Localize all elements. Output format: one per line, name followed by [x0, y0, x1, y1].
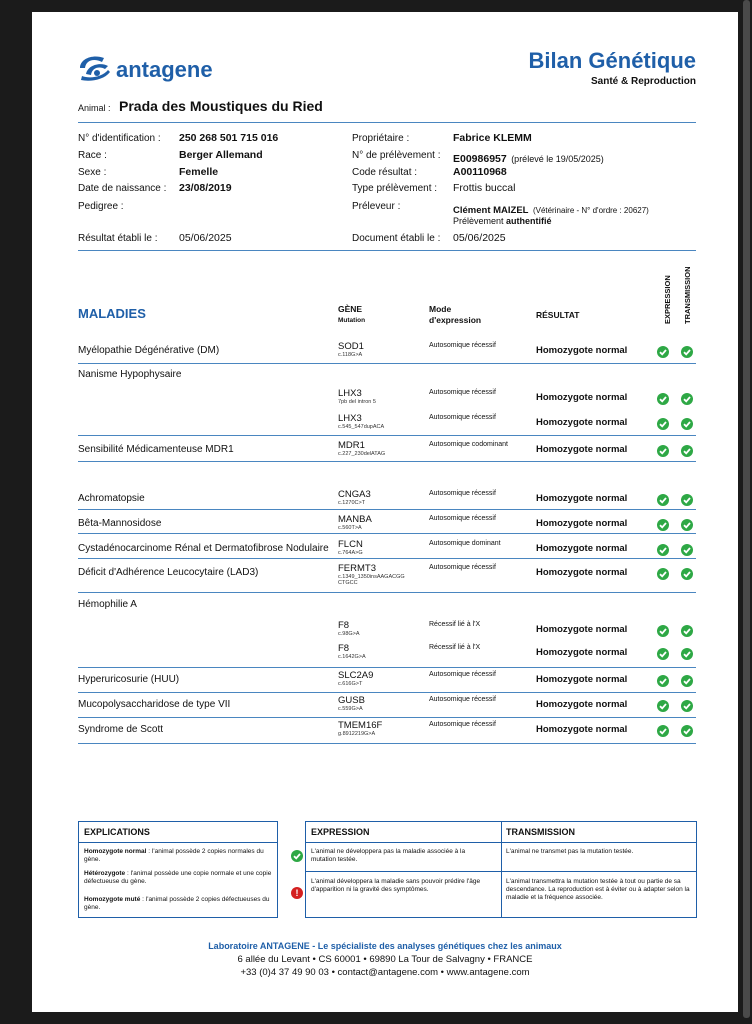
sample-note: (prélevé le 19/05/2025) — [511, 154, 604, 164]
expression-check-icon — [657, 445, 669, 457]
gene-name: LHX3 — [338, 413, 362, 424]
result-value: Homozygote normal — [536, 543, 628, 554]
transmission-check-icon — [681, 544, 693, 556]
expression-mode: Récessif lié à l'X — [429, 621, 481, 628]
animal-name: Prada des Moustiques du Ried — [119, 98, 323, 114]
section-title: MALADIES — [78, 306, 146, 321]
info-label: Pedigree : — [78, 201, 124, 212]
mutation-code: c.1270C>T — [338, 500, 366, 506]
expression-check-icon — [657, 346, 669, 358]
info-label: Date de naissance : — [78, 183, 167, 194]
result-date: 05/06/2025 — [179, 232, 232, 244]
info-label: Race : — [78, 150, 107, 161]
mutation-code: 7pb del intron 5 — [338, 399, 376, 405]
explications-title: EXPLICATIONS — [84, 827, 150, 837]
disease-name: Achromatopsie — [78, 493, 145, 504]
expression-mode: Autosomique codominant — [429, 441, 508, 448]
report-subtitle: Santé & Reproduction — [590, 76, 696, 87]
disease-name: Mucopolysaccharidose de type VII — [78, 699, 231, 710]
result-value: Homozygote normal — [536, 624, 628, 635]
expression-mode: Autosomique récessif — [429, 564, 496, 571]
gene-name: SOD1 — [338, 341, 364, 352]
gene-name: GUSB — [338, 695, 365, 706]
info-label: N° d'identification : — [78, 133, 161, 144]
expression-mode: Récessif lié à l'X — [429, 644, 481, 651]
expression-mode: Autosomique récessif — [429, 515, 496, 522]
gene-name: FERMT3 — [338, 563, 376, 574]
transmission-check-icon — [681, 700, 693, 712]
info-label: Sexe : — [78, 167, 107, 178]
disease-name: Bêta-Mannosidose — [78, 518, 162, 529]
row-divider — [78, 363, 696, 364]
transmission-check-icon — [681, 625, 693, 637]
mutation-code: g.8912219G>A — [338, 731, 376, 737]
disease-name: Nanisme Hypophysaire — [78, 369, 182, 380]
legend-desc: : l'animal possède 2 copies normales du gène. — [84, 848, 264, 863]
result-value: Homozygote normal — [536, 444, 628, 455]
info-value: 250 268 501 715 016 — [179, 132, 279, 144]
result-date-label: Résultat établi le : — [78, 233, 158, 244]
expression-mode: Autosomique récessif — [429, 721, 496, 728]
brand-name: antagene — [116, 57, 213, 82]
row-divider — [78, 592, 696, 593]
result-value: Homozygote normal — [536, 392, 628, 403]
row-divider — [78, 533, 696, 534]
legend-expression-box — [305, 821, 697, 918]
result-value: Homozygote normal — [536, 674, 628, 685]
authentication — [453, 216, 552, 226]
mutation-code: c.545_547dupACA — [338, 424, 385, 430]
result-value: Homozygote normal — [536, 417, 628, 428]
row-divider — [78, 743, 696, 744]
scrollbar-thumb[interactable] — [743, 0, 750, 1018]
trans-ok-text: L'animal ne transmet pas la mutation testée. — [506, 848, 634, 855]
expression-mode: Autosomique récessif — [429, 342, 496, 349]
result-value: Homozygote normal — [536, 647, 628, 658]
legend-desc: : l'animal possède 2 copies défectueuses du gène. — [84, 896, 270, 911]
gene-name: MDR1 — [338, 440, 365, 451]
legend-item — [84, 848, 272, 864]
explications-box — [78, 821, 278, 918]
row-divider — [78, 717, 696, 718]
footer-line-3: +33 (0)4 37 49 90 03 • contact@antagene.com • www.antagene.com — [240, 967, 530, 978]
check-icon — [291, 850, 303, 862]
disease-name: Cystadénocarcinome Rénal et Dermatofibrose Nodulaire — [78, 543, 329, 554]
expression-mode: Autosomique récessif — [429, 414, 496, 421]
result-value: Homozygote normal — [536, 345, 628, 356]
gene-name: F8 — [338, 620, 350, 631]
info-value: Femelle — [179, 166, 219, 178]
expression-mode: Autosomique dominant — [429, 540, 501, 547]
doc-date: 05/06/2025 — [453, 232, 506, 244]
disease-name: Myélopathie Dégénérative (DM) — [78, 345, 220, 356]
code-label: Code résultat : — [352, 167, 418, 178]
expression-check-icon — [657, 393, 669, 405]
info-value: 23/08/2019 — [179, 182, 232, 194]
row-divider — [78, 509, 696, 510]
owner-value: Fabrice KLEMM — [453, 132, 532, 144]
gene-name: TMEM16F — [338, 720, 383, 731]
gene-name: F8 — [338, 643, 350, 654]
expression-check-icon — [657, 519, 669, 531]
expr-bad-text: L'animal développera la maladie sans pouvoir prédire l'âge d'apparition ni la gravité des symptômes. — [311, 878, 481, 893]
result-value: Homozygote normal — [536, 724, 628, 735]
row-divider — [78, 692, 696, 693]
divider — [78, 250, 696, 251]
mutation-code: c.559G>A — [338, 706, 363, 712]
row-divider — [78, 435, 696, 436]
expression-check-icon — [657, 494, 669, 506]
expression-check-icon — [657, 648, 669, 660]
expression-check-icon — [657, 675, 669, 687]
row-divider — [78, 461, 696, 462]
transmission-check-icon — [681, 393, 693, 405]
row-divider — [78, 558, 696, 559]
expression-check-icon — [657, 418, 669, 430]
expression-check-icon — [657, 544, 669, 556]
gene-name: FLCN — [338, 539, 363, 550]
gene-name: CNGA3 — [338, 489, 371, 500]
gene-header: GÈNE — [338, 304, 363, 314]
expression-mode: Autosomique récessif — [429, 389, 496, 396]
auth-status: authentifié — [506, 216, 552, 226]
transmission-check-icon — [681, 568, 693, 580]
doc-date-label: Document établi le : — [352, 233, 441, 244]
mutation-code: c.118G>A — [338, 352, 363, 358]
transmission-check-icon — [681, 725, 693, 737]
mutation-code: c.227_230delATAG — [338, 451, 386, 457]
mutation-code: c.616G>T — [338, 681, 363, 687]
result-header: RÉSULTAT — [536, 310, 580, 320]
antagene-logo-icon — [78, 54, 112, 84]
sample-label: N° de prélèvement : — [352, 150, 441, 161]
mutation-code: c.98G>A — [338, 631, 360, 637]
gene-name: LHX3 — [338, 388, 362, 399]
type-label: Type prélèvement : — [352, 183, 438, 194]
sample-value — [453, 149, 604, 167]
mode-header-2: d'expression — [429, 315, 482, 325]
row-divider — [78, 667, 696, 668]
expression-mode: Autosomique récessif — [429, 490, 496, 497]
mutation-code: CTGCC — [338, 580, 358, 586]
transmission-header: TRANSMISSION — [683, 266, 692, 324]
footer-line-1: Laboratoire ANTAGENE - Le spécialiste des analyses génétiques chez les animaux — [208, 941, 562, 951]
legend-item — [84, 870, 272, 886]
mutation-code: c.1642G>A — [338, 654, 366, 660]
divider — [78, 122, 696, 123]
result-value: Homozygote normal — [536, 699, 628, 710]
transmission-check-icon — [681, 675, 693, 687]
transmission-check-icon — [681, 648, 693, 660]
code-value: A00110968 — [453, 166, 507, 178]
transmission-check-icon — [681, 445, 693, 457]
expression-mode: Autosomique récessif — [429, 671, 496, 678]
warning-icon: ! — [291, 887, 303, 899]
gene-name: MANBA — [338, 514, 372, 525]
disease-name: Sensibilité Médicamenteuse MDR1 — [78, 444, 234, 455]
auth-prefix: Prélèvement — [453, 216, 504, 226]
trans-bad-text: L'animal transmettra la mutation testée à tout ou partie de sa descendance. La reproduction est à éviter ou à adapter selon la maladie et la fréquence associée. — [506, 878, 690, 901]
type-value: Frottis buccal — [453, 182, 516, 194]
footer-line-2: 6 allée du Levant • CS 60001 • 69890 La Tour de Salvagny • FRANCE — [237, 954, 533, 965]
expression-check-icon — [657, 725, 669, 737]
sampler-name: Clément MAIZEL — [453, 205, 529, 216]
transmission-check-icon — [681, 418, 693, 430]
legend-term: Homozygote muté — [84, 896, 141, 903]
sample-number: E00986957 — [453, 153, 507, 165]
report-page — [32, 12, 738, 1012]
sampler-note: (Vétérinaire - N° d'ordre : 20627) — [532, 206, 649, 215]
expression-check-icon — [657, 625, 669, 637]
owner-label: Propriétaire : — [352, 133, 410, 144]
expression-check-icon — [657, 700, 669, 712]
disease-name: Déficit d'Adhérence Leucocytaire (LAD3) — [78, 567, 259, 578]
expression-mode: Autosomique récessif — [429, 696, 496, 703]
legend-term: Hétérozygote — [84, 870, 126, 877]
transmission-check-icon — [681, 494, 693, 506]
gene-name: SLC2A9 — [338, 670, 374, 681]
mutation-code: c.764A>G — [338, 550, 363, 556]
animal-label: Animal : — [78, 103, 111, 113]
report-title: Bilan Génétique — [528, 48, 696, 73]
result-value: Homozygote normal — [536, 567, 628, 578]
mutation-code: c.1349_1350insAAGACGG — [338, 574, 405, 580]
transmission-check-icon — [681, 346, 693, 358]
info-value: Berger Allemand — [179, 149, 263, 161]
mutation-code: c.560T>A — [338, 525, 362, 531]
disease-name: Syndrome de Scott — [78, 724, 164, 735]
expr-ok-text: L'animal ne développera pas la maladie associée à la mutation testée. — [311, 848, 466, 863]
legend-term: Homozygote normal — [84, 848, 147, 855]
sampler-label: Préleveur : — [352, 201, 401, 212]
expression-title: EXPRESSION — [311, 827, 370, 837]
transmission-check-icon — [681, 519, 693, 531]
result-value: Homozygote normal — [536, 493, 628, 504]
disease-name: Hémophilie A — [78, 599, 137, 610]
result-value: Homozygote normal — [536, 518, 628, 529]
expression-header: EXPRESSION — [663, 275, 672, 324]
transmission-title: TRANSMISSION — [506, 827, 576, 837]
legend-item — [84, 896, 272, 912]
mode-header-1: Mode — [429, 304, 452, 314]
expression-check-icon — [657, 568, 669, 580]
mutation-header: Mutation — [338, 317, 366, 324]
disease-name: Hyperuricosurie (HUU) — [78, 674, 180, 685]
legend-desc: : l'animal possède une copie normale et une copie défectueuse du gène. — [84, 870, 272, 885]
